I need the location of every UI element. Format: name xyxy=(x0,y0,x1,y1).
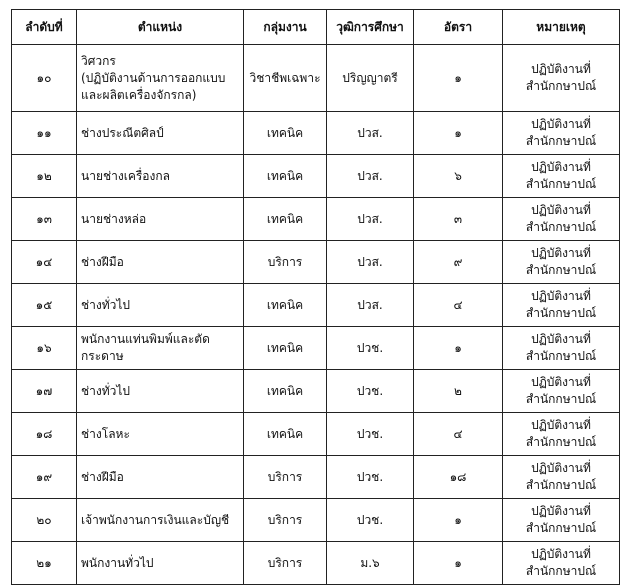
position-line: ช่างทั่วไป xyxy=(81,383,131,398)
cell-rate: ๒ xyxy=(414,370,503,413)
cell-no: ๑๗ xyxy=(12,370,77,413)
cell-education: ปวช. xyxy=(327,499,414,542)
cell-education: ปวส. xyxy=(327,198,414,241)
remark-line: สำนักกษาปณ์ xyxy=(525,478,597,492)
table-header xyxy=(12,10,620,45)
cell-rate: ๑ xyxy=(414,542,503,585)
remark-line: สำนักกษาปณ์ xyxy=(525,392,597,406)
table-row xyxy=(12,45,620,112)
positions-table xyxy=(11,9,620,585)
cell-position xyxy=(77,198,244,241)
cell-remark xyxy=(503,241,620,284)
position-line: ช่างโลหะ xyxy=(81,426,130,441)
remark-line: สำนักกษาปณ์ xyxy=(525,306,597,320)
header-no: ลำดับที่ xyxy=(12,10,77,45)
cell-position xyxy=(77,112,244,155)
cell-position xyxy=(77,413,244,456)
cell-no: ๑๔ xyxy=(12,241,77,284)
remark-line: ปฏิบัติงานที่ xyxy=(531,117,591,131)
remark-line: ปฏิบัติงานที่ xyxy=(531,160,591,174)
cell-position xyxy=(77,542,244,585)
header-position: ตำแหน่ง xyxy=(77,10,244,45)
cell-group: บริการ xyxy=(244,499,327,542)
header-rate: อัตรา xyxy=(414,10,503,45)
table-row xyxy=(12,456,620,499)
cell-rate: ๑๘ xyxy=(414,456,503,499)
cell-group: บริการ xyxy=(244,542,327,585)
table-row xyxy=(12,542,620,585)
table-row xyxy=(12,241,620,284)
position-line: ช่างฝีมือ xyxy=(81,254,124,269)
remark-line: ปฏิบัติงานที่ xyxy=(531,504,591,518)
cell-education: ปวช. xyxy=(327,413,414,456)
remark-line: ปฏิบัติงานที่ xyxy=(531,62,591,76)
position-line: พนักงานทั่วไป xyxy=(81,555,154,570)
position-line: ช่างประณีตศิลป์ xyxy=(81,125,164,140)
position-line: เจ้าพนักงานการเงินและบัญชี xyxy=(81,512,230,527)
table-row xyxy=(12,413,620,456)
cell-group: วิชาชีพเฉพาะ xyxy=(244,45,327,112)
cell-remark xyxy=(503,456,620,499)
cell-group: เทคนิค xyxy=(244,198,327,241)
cell-remark xyxy=(503,327,620,370)
cell-no: ๑๖ xyxy=(12,327,77,370)
position-line: วิศวกร xyxy=(81,53,116,68)
cell-education: ปวช. xyxy=(327,370,414,413)
cell-rate: ๙ xyxy=(414,241,503,284)
remark-line: สำนักกษาปณ์ xyxy=(525,263,597,277)
cell-no: ๑๘ xyxy=(12,413,77,456)
position-line: นายช่างเครื่องกล xyxy=(81,168,170,183)
table-row xyxy=(12,370,620,413)
cell-no: ๑๐ xyxy=(12,45,77,112)
remark-line: สำนักกษาปณ์ xyxy=(525,349,597,363)
position-line: พนักงานแท่นพิมพ์และตัด xyxy=(81,332,210,346)
cell-remark xyxy=(503,112,620,155)
remark-line: สำนักกษาปณ์ xyxy=(525,435,597,449)
cell-remark xyxy=(503,155,620,198)
cell-education: ม.๖ xyxy=(327,542,414,585)
cell-group: เทคนิค xyxy=(244,370,327,413)
header-group: กลุ่มงาน xyxy=(244,10,327,45)
cell-group: เทคนิค xyxy=(244,155,327,198)
cell-rate: ๑ xyxy=(414,327,503,370)
cell-rate: ๑ xyxy=(414,45,503,112)
cell-remark xyxy=(503,370,620,413)
cell-education: ปวส. xyxy=(327,241,414,284)
cell-remark xyxy=(503,499,620,542)
cell-group: เทคนิค xyxy=(244,284,327,327)
cell-no: ๒๐ xyxy=(12,499,77,542)
cell-group: เทคนิค xyxy=(244,413,327,456)
cell-rate: ๑ xyxy=(414,499,503,542)
table-row xyxy=(12,198,620,241)
cell-rate: ๖ xyxy=(414,155,503,198)
table-row xyxy=(12,155,620,198)
header-remark: หมายเหตุ xyxy=(503,10,620,45)
table-body xyxy=(12,45,620,585)
cell-education: ปริญญาตรี xyxy=(327,45,414,112)
remark-line: สำนักกษาปณ์ xyxy=(525,521,597,535)
table-row xyxy=(12,499,620,542)
remark-line: ปฏิบัติงานที่ xyxy=(531,246,591,260)
cell-position xyxy=(77,456,244,499)
cell-no: ๒๑ xyxy=(12,542,77,585)
cell-no: ๑๒ xyxy=(12,155,77,198)
position-line: ช่างฝีมือ xyxy=(81,469,124,484)
remark-line: สำนักกษาปณ์ xyxy=(525,134,597,148)
remark-line: ปฏิบัติงานที่ xyxy=(531,332,591,346)
cell-no: ๑๕ xyxy=(12,284,77,327)
cell-rate: ๑ xyxy=(414,112,503,155)
remark-line: ปฏิบัติงานที่ xyxy=(531,547,591,561)
remark-line: สำนักกษาปณ์ xyxy=(525,79,597,93)
remark-line: ปฏิบัติงานที่ xyxy=(531,289,591,303)
cell-education: ปวส. xyxy=(327,284,414,327)
cell-no: ๑๓ xyxy=(12,198,77,241)
table-row xyxy=(12,327,620,370)
cell-no: ๑๙ xyxy=(12,456,77,499)
cell-group: เทคนิค xyxy=(244,327,327,370)
position-line: กระดาษ xyxy=(81,349,124,363)
cell-group: เทคนิค xyxy=(244,112,327,155)
table-row xyxy=(12,112,620,155)
cell-rate: ๔ xyxy=(414,284,503,327)
remark-line: ปฏิบัติงานที่ xyxy=(531,461,591,475)
cell-position xyxy=(77,241,244,284)
cell-rate: ๔ xyxy=(414,413,503,456)
cell-remark xyxy=(503,284,620,327)
cell-position xyxy=(77,499,244,542)
position-line: (ปฏิบัติงานด้านการออกแบบ xyxy=(81,70,226,85)
cell-position xyxy=(77,370,244,413)
header-education: วุฒิการศึกษา xyxy=(327,10,414,45)
remark-line: สำนักกษาปณ์ xyxy=(525,177,597,191)
cell-remark xyxy=(503,198,620,241)
cell-position xyxy=(77,155,244,198)
cell-rate: ๓ xyxy=(414,198,503,241)
cell-remark xyxy=(503,45,620,112)
position-line: และผลิตเครื่องจักรกล) xyxy=(81,87,197,102)
position-line: นายช่างหล่อ xyxy=(81,211,147,226)
cell-group: บริการ xyxy=(244,456,327,499)
cell-remark xyxy=(503,542,620,585)
remark-line: สำนักกษาปณ์ xyxy=(525,220,597,234)
table-row xyxy=(12,284,620,327)
cell-no: ๑๑ xyxy=(12,112,77,155)
header-row xyxy=(12,10,620,45)
position-line: ช่างทั่วไป xyxy=(81,297,131,312)
remark-line: ปฏิบัติงานที่ xyxy=(531,418,591,432)
cell-education: ปวช. xyxy=(327,456,414,499)
cell-education: ปวส. xyxy=(327,112,414,155)
cell-group: บริการ xyxy=(244,241,327,284)
cell-education: ปวช. xyxy=(327,327,414,370)
cell-position xyxy=(77,45,244,112)
remark-line: ปฏิบัติงานที่ xyxy=(531,375,591,389)
cell-position xyxy=(77,327,244,370)
remark-line: สำนักกษาปณ์ xyxy=(525,564,597,578)
remark-line: ปฏิบัติงานที่ xyxy=(531,203,591,217)
cell-education: ปวส. xyxy=(327,155,414,198)
cell-position xyxy=(77,284,244,327)
cell-remark xyxy=(503,413,620,456)
